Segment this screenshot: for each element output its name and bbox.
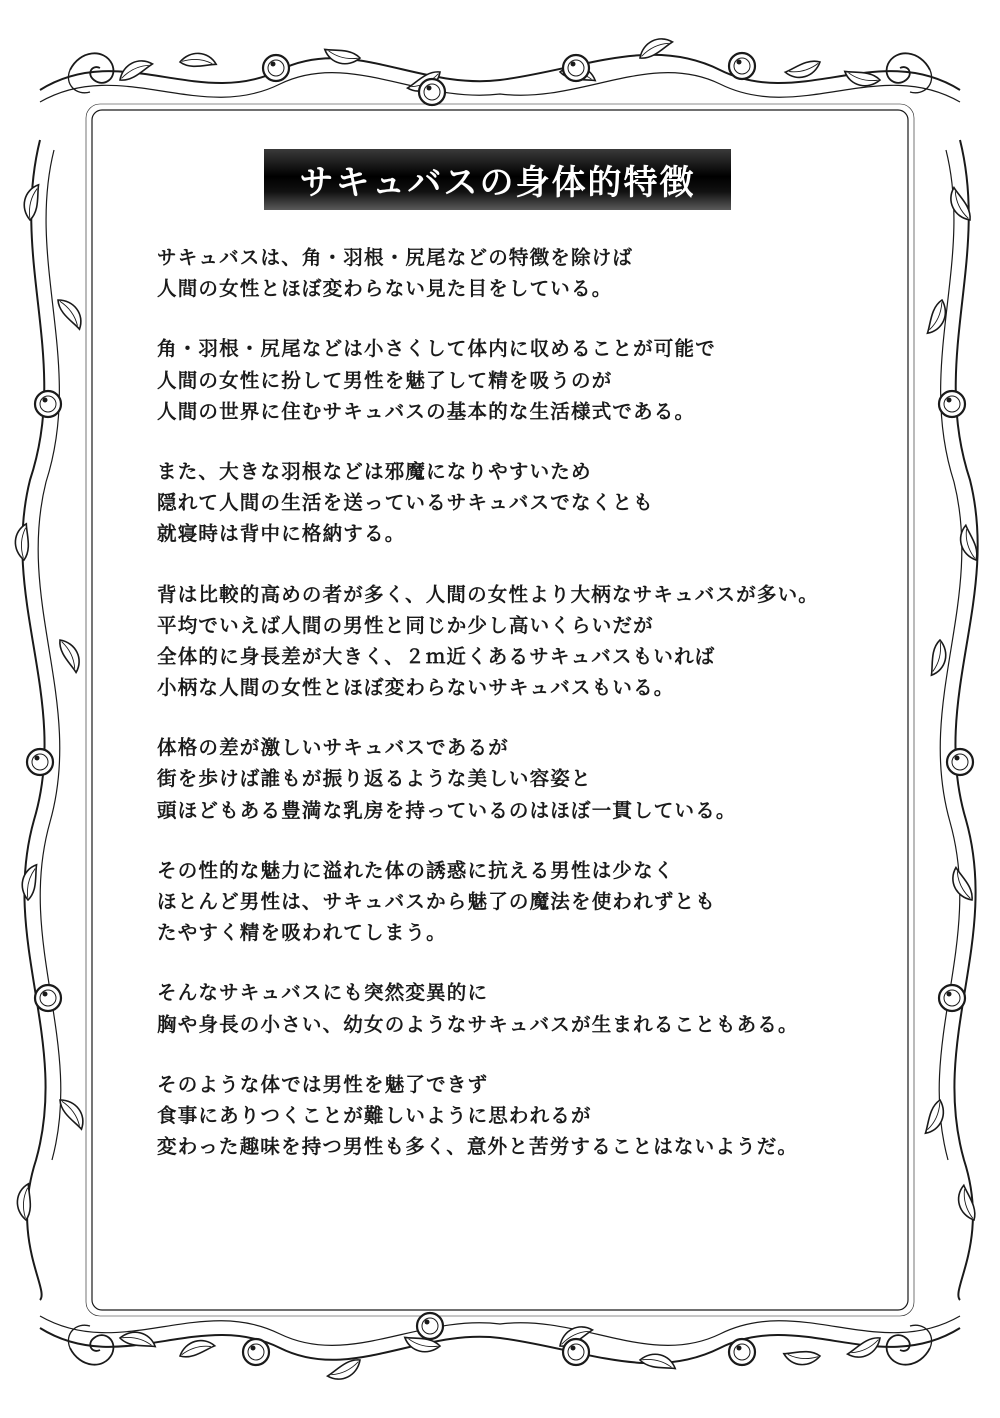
paragraph: [157, 456, 857, 550]
text-line: そのような体では男性を魅了できず: [157, 1072, 489, 1096]
paragraph: [157, 732, 857, 826]
paragraph: [157, 1069, 857, 1163]
text-line: 平均でいえば人間の男性と同じか少し高いくらいだが: [157, 613, 654, 637]
text-line: 人間の女性とほぼ変わらない見た目をしている。: [157, 277, 613, 301]
paragraph: [157, 977, 857, 1039]
text-line: ほとんど男性は、サキュバスから魅了の魔法を使われずとも: [157, 890, 716, 913]
title-banner: [264, 149, 731, 210]
text-line: 人間の世界に住むサキュバスの基本的な生活様式である。: [157, 399, 696, 423]
text-line: 街を歩けば誰もが振り返るような美しい容姿と: [157, 767, 592, 791]
text-line: 体格の差が激しいサキュバスであるが: [157, 736, 509, 760]
paragraph: [157, 333, 857, 427]
text-line: 隠れて人間の生活を送っているサキュバスでなくとも: [157, 491, 654, 515]
text-line: サキュバスは、角・羽根・尻尾などの特徴を除けば: [157, 246, 634, 269]
text-line: 胸や身長の小さい、幼女のようなサキュバスが生まれることもある。: [157, 1012, 799, 1036]
text-line: 食事にありつくことが難しいように思われるが: [157, 1103, 592, 1127]
text-line: 全体的に身長差が大きく、２ｍ近くあるサキュバスもいれば: [157, 644, 716, 668]
paragraph: [157, 579, 857, 704]
text-line: 背は比較的高めの者が多く、人間の女性より大柄なサキュバスが多い。: [157, 582, 820, 606]
text-line: 角・羽根・尻尾などは小さくして体内に収めることが可能で: [157, 337, 716, 361]
text-line: そんなサキュバスにも突然変異的に: [157, 981, 489, 1005]
body-text: [157, 242, 857, 1191]
page-title: サキュバスの身体的特徴: [299, 163, 696, 203]
paragraph: [157, 242, 857, 304]
text-line: 就寝時は背中に格納する。: [157, 522, 406, 546]
paragraph: [157, 855, 857, 949]
text-line: 頭ほどもある豊満な乳房を持っているのはほぼ一貫している。: [157, 798, 737, 822]
text-line: 変わった趣味を持つ男性も多く、意外と苦労することはないようだ。: [157, 1135, 799, 1159]
text-line: その性的な魅力に溢れた体の誘惑に抗える男性は少なく: [157, 858, 675, 882]
text-line: 小柄な人間の女性とほぼ変わらないサキュバスもいる。: [157, 676, 675, 700]
text-line: たやすく精を吸われてしまう。: [157, 921, 447, 945]
text-line: 人間の女性に扮して男性を魅了して精を吸うのが: [157, 368, 613, 392]
text-line: また、大きな羽根などは邪魔になりやすいため: [157, 459, 592, 483]
